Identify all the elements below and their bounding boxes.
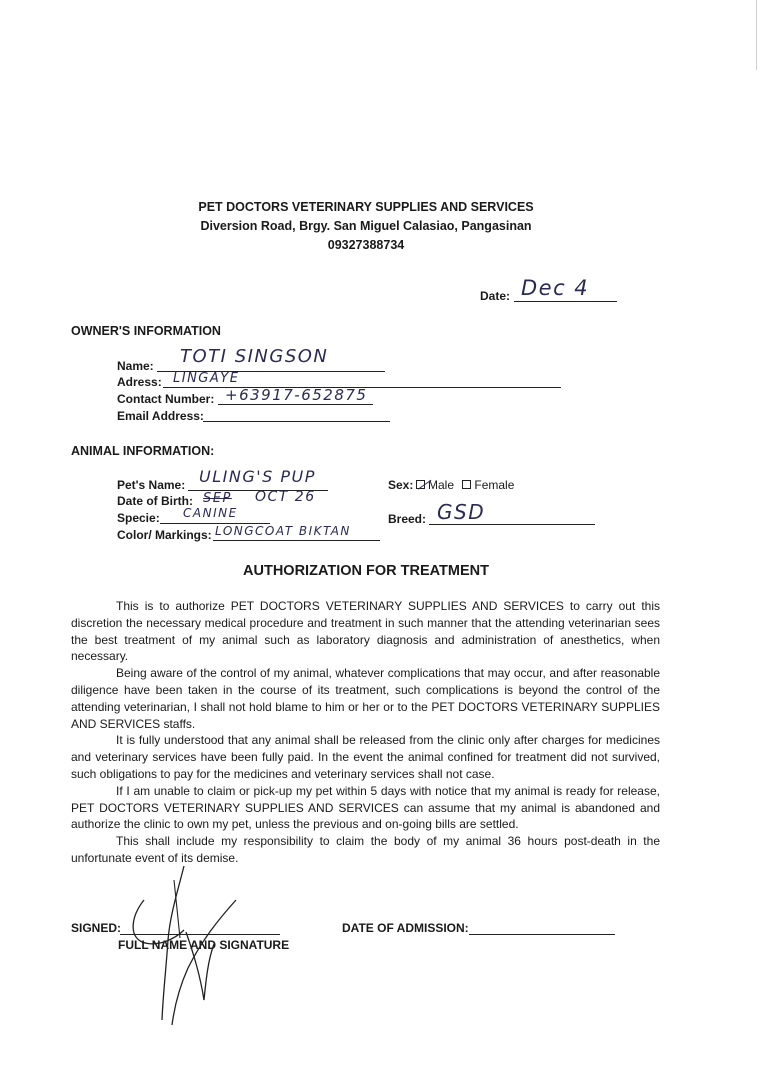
authorization-paragraph: If I am unable to claim or pick-up my pet within 5 days with notice that my animal is ready for release, PET DOCTORS VETERINARY SUPPLIES AND SERVICES can assume that my animal is abandoned and authorize the clinic to own my pet, unless the previous and on-going bills are settled. [71, 783, 660, 832]
owner-section-heading: OWNER'S INFORMATION [71, 324, 221, 338]
email-line [203, 421, 390, 422]
date-line [514, 301, 617, 302]
contact-number-line [218, 404, 373, 405]
owner-address-value[interactable]: LINGAYE [173, 371, 240, 386]
authorization-paragraph: Being aware of the control of my animal, whatever complications that may occur, and after reasonable diligence have been taken in the course of its treatment, such complications is beyond the control of the attending veterinarian, I shall not hold blame to him or her or to the PET DOCTORS VETERINARY SUPPLIES AND SERVICES staffs. [71, 666, 660, 731]
dob-value[interactable]: OCT 26 [255, 489, 316, 505]
contact-number-value[interactable]: +63917-652875 [225, 386, 368, 404]
sex-options [416, 478, 514, 492]
scan-edge-line [756, 0, 757, 70]
authorization-body [71, 598, 660, 867]
animal-section-heading: ANIMAL INFORMATION: [71, 444, 215, 458]
signature-caption: FULL NAME AND SIGNATURE [118, 938, 290, 952]
breed-label: Breed: [388, 512, 427, 526]
authorization-paragraph: This shall include my responsibility to claim the body of my animal 36 hours post-death in the unfortunate event of its demise. [71, 834, 660, 865]
date-value[interactable]: Dec 4 [521, 276, 590, 300]
sex-female-checkbox[interactable] [462, 480, 471, 489]
color-markings-line [213, 540, 380, 541]
authorization-title: AUTHORIZATION FOR TREATMENT [243, 563, 489, 579]
contact-number-label: Contact Number: [117, 392, 215, 406]
authorization-paragraph: This is to authorize PET DOCTORS VETERINARY SUPPLIES AND SERVICES to carry out this discretion the necessary medical procedure and treatment in such manner that the attending veterinarian sees the best treatment of my animal such as laboratory diagnosis and administration of anesthetics, when necessary. [71, 599, 660, 664]
sex-label: Sex: [388, 478, 414, 492]
signed-label: SIGNED: [71, 921, 122, 935]
sex-female-label: Female [474, 478, 515, 492]
breed-line [429, 524, 595, 525]
dob-label: Date of Birth: [117, 494, 193, 508]
email-label: Email Address: [117, 409, 204, 423]
pet-name-label: Pet's Name: [117, 478, 186, 492]
handwritten-signature [118, 860, 248, 1030]
clinic-address: Diversion Road, Brgy. San Miguel Calasiao, Pangasinan [200, 219, 532, 233]
owner-name-value[interactable]: TOTI SINGSON [180, 346, 329, 367]
pet-name-value[interactable]: ULING'S PUP [199, 467, 316, 486]
specie-value[interactable]: CANINE [183, 506, 238, 520]
dob-struck-value: SEP [203, 491, 232, 506]
date-of-admission-label: DATE OF ADMISSION: [342, 921, 469, 935]
owner-address-label: Adress: [117, 375, 162, 389]
date-of-admission-line [469, 934, 615, 935]
color-markings-label: Color/ Markings: [117, 528, 212, 542]
owner-name-label: Name: [117, 359, 154, 373]
authorization-paragraph: It is fully understood that any animal shall be released from the clinic only after charges for medicines and veterinary services have been fully paid. In the event the animal confined for treatment did not survived, such obligations to pay for the medicines and veterinary services shall not case. [71, 733, 660, 781]
specie-label: Specie: [117, 511, 160, 525]
sex-male-label: Male [428, 478, 455, 492]
date-label: Date: [480, 289, 511, 303]
color-markings-value[interactable]: LONGCOAT BIKTAN [215, 524, 351, 538]
clinic-name: PET DOCTORS VETERINARY SUPPLIES AND SERVICES [198, 200, 534, 214]
clinic-phone: 09327388734 [327, 238, 405, 252]
breed-value[interactable]: GSD [437, 500, 486, 524]
sex-male-checkbox[interactable] [416, 480, 425, 489]
